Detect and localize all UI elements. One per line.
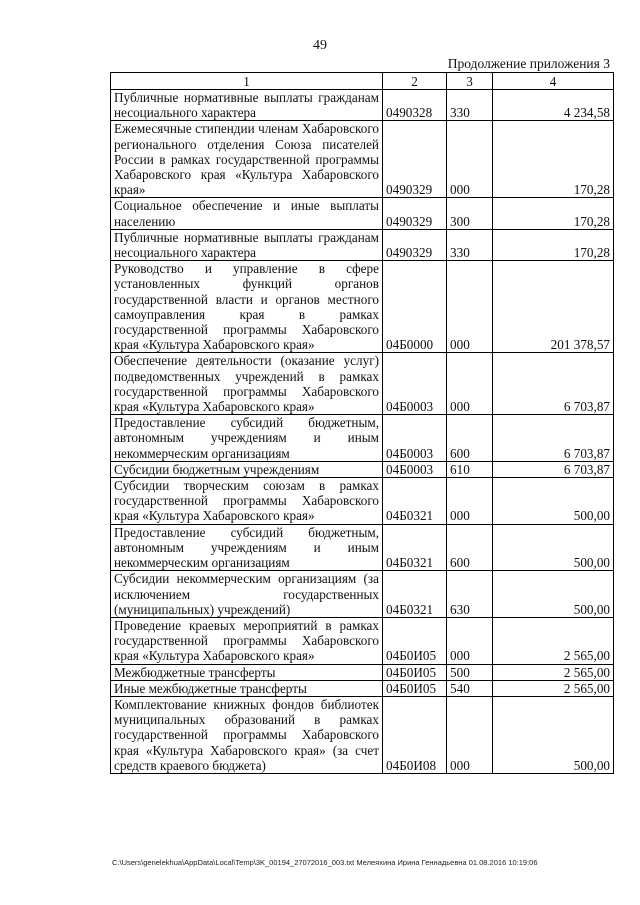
page-number: 49	[313, 38, 327, 53]
row-type-cell: 600	[447, 415, 493, 462]
table-row	[111, 680, 614, 696]
row-name-cell: Иные межбюджетные трансферты	[111, 680, 383, 696]
row-amount-cell: 2 565,00	[493, 664, 614, 680]
row-name-cell: Публичные нормативные выплаты гражданам несоциального характера	[111, 90, 383, 121]
row-type-cell: 500	[447, 664, 493, 680]
row-code-cell: 04Б0321	[383, 524, 447, 571]
row-name-cell: Предоставление субсидий бюджетным, автономным учреждениям и иным некоммерческим организациям	[111, 524, 383, 571]
row-name-cell: Межбюджетные трансферты	[111, 664, 383, 680]
row-code-cell: 04Б0И05	[383, 617, 447, 664]
table-row	[111, 571, 614, 618]
row-type-cell: 610	[447, 461, 493, 477]
table-row	[111, 90, 614, 121]
row-code-cell: 04Б0И08	[383, 696, 447, 773]
row-type-cell: 000	[447, 121, 493, 198]
row-amount-cell: 4 234,58	[493, 90, 614, 121]
row-code-cell: 04Б0321	[383, 478, 447, 525]
table-row	[111, 696, 614, 773]
column-header-code: 2	[383, 73, 447, 90]
row-type-cell: 600	[447, 524, 493, 571]
table-row	[111, 664, 614, 680]
row-code-cell: 04Б0003	[383, 415, 447, 462]
row-amount-cell: 170,28	[493, 229, 614, 260]
table-row	[111, 617, 614, 664]
row-type-cell: 000	[447, 617, 493, 664]
row-name-cell: Обеспечение деятельности (оказание услуг) подведомственных учреждений в рамках государственной программы Хабаровского края «Культура Хабаровского края»	[111, 353, 383, 415]
row-code-cell: 04Б0003	[383, 353, 447, 415]
table-row	[111, 229, 614, 260]
row-amount-cell: 6 703,87	[493, 415, 614, 462]
table-row	[111, 198, 614, 229]
row-amount-cell: 500,00	[493, 524, 614, 571]
row-code-cell: 0490329	[383, 121, 447, 198]
table-header-row	[111, 73, 614, 90]
row-name-cell: Социальное обеспечение и иные выплаты населению	[111, 198, 383, 229]
row-type-cell: 540	[447, 680, 493, 696]
row-amount-cell: 2 565,00	[493, 680, 614, 696]
row-type-cell: 630	[447, 571, 493, 618]
row-amount-cell: 6 703,87	[493, 461, 614, 477]
row-amount-cell: 170,28	[493, 198, 614, 229]
row-name-cell: Публичные нормативные выплаты гражданам несоциального характера	[111, 229, 383, 260]
table-row	[111, 353, 614, 415]
column-header-amount: 4	[493, 73, 614, 90]
appendix-continuation-caption: Продолжение приложения 3	[447, 56, 610, 71]
row-name-cell: Комплектование книжных фондов библиотек муниципальных образований в рамках государственной программы Хабаровского края «Культура Хабаровского края» (за счет средств краевого бюджета)	[111, 696, 383, 773]
row-name-cell: Ежемесячные стипендии членам Хабаровского регионального отделения Союза писателей России в рамках государственной программы Хабаровского края «Культура Хабаровского края»	[111, 121, 383, 198]
row-type-cell: 000	[447, 353, 493, 415]
row-code-cell: 04Б0003	[383, 461, 447, 477]
row-amount-cell: 6 703,87	[493, 353, 614, 415]
table-row	[111, 261, 614, 353]
column-header-name: 1	[111, 73, 383, 90]
row-name-cell: Руководство и управление в сфере установленных функций органов государственной власти и органов местного самоуправления края в рамках государственной программы Хабаровского края «Культура Хабаровского края»	[111, 261, 383, 353]
row-amount-cell: 201 378,57	[493, 261, 614, 353]
table-row	[111, 121, 614, 198]
row-amount-cell: 500,00	[493, 478, 614, 525]
row-amount-cell: 2 565,00	[493, 617, 614, 664]
row-code-cell: 04Б0И05	[383, 664, 447, 680]
row-name-cell: Проведение краевых мероприятий в рамках государственной программы Хабаровского края «Культура Хабаровского края»	[111, 617, 383, 664]
table-row	[111, 415, 614, 462]
row-type-cell: 000	[447, 696, 493, 773]
budget-table	[110, 72, 614, 774]
row-type-cell: 300	[447, 198, 493, 229]
row-name-cell: Субсидии творческим союзам в рамках государственной программы Хабаровского края «Культура Хабаровского края»	[111, 478, 383, 525]
column-header-type: 3	[447, 73, 493, 90]
row-amount-cell: 500,00	[493, 571, 614, 618]
table-row	[111, 478, 614, 525]
table-body	[111, 90, 614, 774]
table-row	[111, 461, 614, 477]
row-code-cell: 04Б0321	[383, 571, 447, 618]
row-type-cell: 000	[447, 261, 493, 353]
row-code-cell: 0490329	[383, 198, 447, 229]
row-name-cell: Предоставление субсидий бюджетным, автономным учреждениям и иным некоммерческим организациям	[111, 415, 383, 462]
table-row	[111, 524, 614, 571]
row-code-cell: 04Б0И05	[383, 680, 447, 696]
row-type-cell: 330	[447, 229, 493, 260]
row-name-cell: Субсидии некоммерческим организациям (за исключением государственных (муниципальных) учреждений)	[111, 571, 383, 618]
row-code-cell: 04Б0000	[383, 261, 447, 353]
row-amount-cell: 500,00	[493, 696, 614, 773]
row-code-cell: 0490329	[383, 229, 447, 260]
row-type-cell: 330	[447, 90, 493, 121]
row-type-cell: 000	[447, 478, 493, 525]
row-name-cell: Субсидии бюджетным учреждениям	[111, 461, 383, 477]
footer-file-path: C:\Users\genelekhua\AppData\Local\Temp\3K_00194_27072016_003.txt Мелеяхина Ирина Геннадьевна 01.08.2016 10:19:06	[112, 858, 538, 867]
row-amount-cell: 170,28	[493, 121, 614, 198]
row-code-cell: 0490328	[383, 90, 447, 121]
